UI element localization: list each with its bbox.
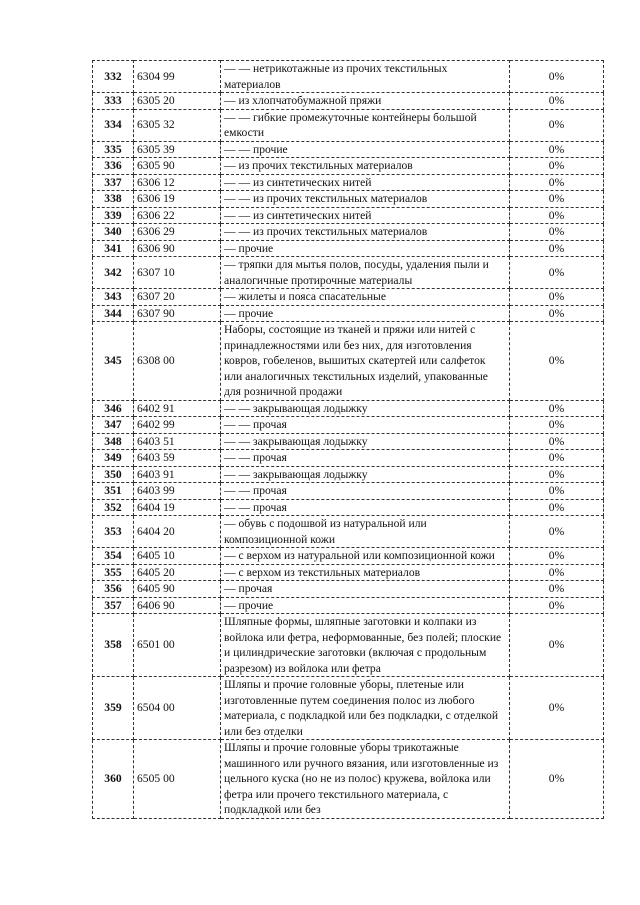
row-number: 333 (93, 93, 134, 110)
tariff-code: 6403 51 (134, 433, 221, 450)
table-row (93, 158, 604, 175)
table-row (93, 109, 604, 141)
item-description: — с верхом из натуральной или композиционной кожи (221, 548, 510, 565)
duty-rate: 0% (510, 466, 604, 483)
duty-rate: 0% (510, 158, 604, 175)
duty-rate: 0% (510, 614, 604, 677)
item-description: — из хлопчатобумажной пряжи (221, 93, 510, 110)
item-description: Наборы, состоящие из тканей и пряжи или нитей с принадлежностями или без них, для изготовления ковров, гобеленов, вышитых скатертей или салфеток или аналогичных текстильных изделий, упакованные для розничной продажи (221, 322, 510, 401)
duty-rate: 0% (510, 433, 604, 450)
table-row (93, 174, 604, 191)
item-description: — — прочая (221, 450, 510, 467)
table-row (93, 93, 604, 110)
row-number: 341 (93, 240, 134, 257)
tariff-code: 6307 10 (134, 257, 221, 289)
row-number: 350 (93, 466, 134, 483)
duty-rate: 0% (510, 257, 604, 289)
item-description: — — из прочих текстильных материалов (221, 191, 510, 208)
tariff-code: 6403 99 (134, 483, 221, 500)
row-number: 349 (93, 450, 134, 467)
duty-rate: 0% (510, 93, 604, 110)
row-number: 347 (93, 417, 134, 434)
duty-rate: 0% (510, 499, 604, 516)
row-number: 351 (93, 483, 134, 500)
duty-rate: 0% (510, 740, 604, 819)
row-number: 335 (93, 141, 134, 158)
row-number: 352 (93, 499, 134, 516)
tariff-code: 6306 29 (134, 224, 221, 241)
tariff-code: 6403 59 (134, 450, 221, 467)
row-number: 356 (93, 581, 134, 598)
tariff-code: 6402 91 (134, 400, 221, 417)
document-page (92, 60, 604, 819)
table-row (93, 322, 604, 401)
row-number: 359 (93, 677, 134, 740)
item-description: — — из прочих текстильных материалов (221, 224, 510, 241)
table-row (93, 548, 604, 565)
table-row (93, 516, 604, 548)
tariff-code: 6307 90 (134, 305, 221, 322)
table-row (93, 400, 604, 417)
row-number: 337 (93, 174, 134, 191)
table-row (93, 289, 604, 306)
table-row (93, 240, 604, 257)
row-number: 344 (93, 305, 134, 322)
item-description: Шляпы и прочие головные уборы трикотажные машинного или ручного вязания, или изготовленные из цельного куска (но не из полос) кружева, войлока или фетра или прочего текстильного материала, с подкладкой или без (221, 740, 510, 819)
row-number: 338 (93, 191, 134, 208)
duty-rate: 0% (510, 548, 604, 565)
item-description: — из прочих текстильных материалов (221, 158, 510, 175)
item-description: — — закрывающая лодыжку (221, 400, 510, 417)
tariff-code: 6306 12 (134, 174, 221, 191)
tariff-code: 6308 00 (134, 322, 221, 401)
row-number: 340 (93, 224, 134, 241)
duty-rate: 0% (510, 417, 604, 434)
tariff-code: 6405 10 (134, 548, 221, 565)
item-description: Шляпные формы, шляпные заготовки и колпаки из войлока или фетра, неформованные, без полей; плоские и цилиндрические заготовки (включая с продольным разрезом) из войлока или фетра (221, 614, 510, 677)
row-number: 334 (93, 109, 134, 141)
item-description: — — прочая (221, 417, 510, 434)
duty-rate: 0% (510, 400, 604, 417)
table-row (93, 614, 604, 677)
duty-rate: 0% (510, 289, 604, 306)
item-description: — — гибкие промежуточные контейнеры большой емкости (221, 109, 510, 141)
table-row (93, 417, 604, 434)
row-number: 355 (93, 564, 134, 581)
duty-rate: 0% (510, 677, 604, 740)
tariff-code: 6505 00 (134, 740, 221, 819)
duty-rate: 0% (510, 564, 604, 581)
table-row (93, 433, 604, 450)
table-row (93, 207, 604, 224)
table-row (93, 305, 604, 322)
item-description: — жилеты и пояса спасательные (221, 289, 510, 306)
tariff-code: 6406 90 (134, 597, 221, 614)
table-row (93, 677, 604, 740)
tariff-code: 6305 20 (134, 93, 221, 110)
row-number: 354 (93, 548, 134, 565)
table-row (93, 740, 604, 819)
table-row (93, 141, 604, 158)
item-description: Шляпы и прочие головные уборы, плетеные или изготовленные путем соединения полос из любого материала, с подкладкой или без подкладки, с отделкой или без отделки (221, 677, 510, 740)
row-number: 360 (93, 740, 134, 819)
item-description: — — прочая (221, 499, 510, 516)
item-description: — — нетрикотажные из прочих текстильных материалов (221, 61, 510, 93)
tariff-code: 6403 91 (134, 466, 221, 483)
tariff-code: 6402 99 (134, 417, 221, 434)
item-description: — — из синтетических нитей (221, 207, 510, 224)
row-number: 357 (93, 597, 134, 614)
duty-rate: 0% (510, 597, 604, 614)
table-row (93, 257, 604, 289)
duty-rate: 0% (510, 224, 604, 241)
table-row (93, 466, 604, 483)
item-description: — тряпки для мытья полов, посуды, удаления пыли и аналогичные протирочные материалы (221, 257, 510, 289)
duty-rate: 0% (510, 174, 604, 191)
tariff-table-body (93, 61, 604, 819)
table-row (93, 191, 604, 208)
tariff-code: 6404 19 (134, 499, 221, 516)
tariff-code: 6305 90 (134, 158, 221, 175)
item-description: — — закрывающая лодыжку (221, 433, 510, 450)
duty-rate: 0% (510, 141, 604, 158)
item-description: — — из синтетических нитей (221, 174, 510, 191)
duty-rate: 0% (510, 61, 604, 93)
tariff-code: 6306 22 (134, 207, 221, 224)
tariff-code: 6304 99 (134, 61, 221, 93)
item-description: — — прочие (221, 141, 510, 158)
row-number: 343 (93, 289, 134, 306)
duty-rate: 0% (510, 109, 604, 141)
table-row (93, 450, 604, 467)
row-number: 346 (93, 400, 134, 417)
item-description: — обувь с подошвой из натуральной или композиционной кожи (221, 516, 510, 548)
row-number: 336 (93, 158, 134, 175)
item-description: — прочие (221, 240, 510, 257)
row-number: 353 (93, 516, 134, 548)
item-description: — — закрывающая лодыжку (221, 466, 510, 483)
row-number: 339 (93, 207, 134, 224)
row-number: 342 (93, 257, 134, 289)
tariff-code: 6404 20 (134, 516, 221, 548)
tariff-code: 6307 20 (134, 289, 221, 306)
tariff-code: 6305 39 (134, 141, 221, 158)
duty-rate: 0% (510, 240, 604, 257)
tariff-code: 6305 32 (134, 109, 221, 141)
row-number: 345 (93, 322, 134, 401)
tariff-table (92, 60, 604, 819)
row-number: 332 (93, 61, 134, 93)
duty-rate: 0% (510, 305, 604, 322)
tariff-code: 6306 90 (134, 240, 221, 257)
table-row (93, 499, 604, 516)
tariff-code: 6405 90 (134, 581, 221, 598)
duty-rate: 0% (510, 191, 604, 208)
duty-rate: 0% (510, 450, 604, 467)
row-number: 358 (93, 614, 134, 677)
duty-rate: 0% (510, 516, 604, 548)
tariff-code: 6504 00 (134, 677, 221, 740)
item-description: — — прочая (221, 483, 510, 500)
item-description: — с верхом из текстильных материалов (221, 564, 510, 581)
tariff-code: 6405 20 (134, 564, 221, 581)
table-row (93, 483, 604, 500)
table-row (93, 581, 604, 598)
item-description: — прочая (221, 581, 510, 598)
tariff-code: 6501 00 (134, 614, 221, 677)
tariff-code: 6306 19 (134, 191, 221, 208)
table-row (93, 597, 604, 614)
duty-rate: 0% (510, 207, 604, 224)
table-row (93, 61, 604, 93)
duty-rate: 0% (510, 322, 604, 401)
duty-rate: 0% (510, 581, 604, 598)
item-description: — прочие (221, 305, 510, 322)
duty-rate: 0% (510, 483, 604, 500)
row-number: 348 (93, 433, 134, 450)
item-description: — прочие (221, 597, 510, 614)
table-row (93, 224, 604, 241)
table-row (93, 564, 604, 581)
